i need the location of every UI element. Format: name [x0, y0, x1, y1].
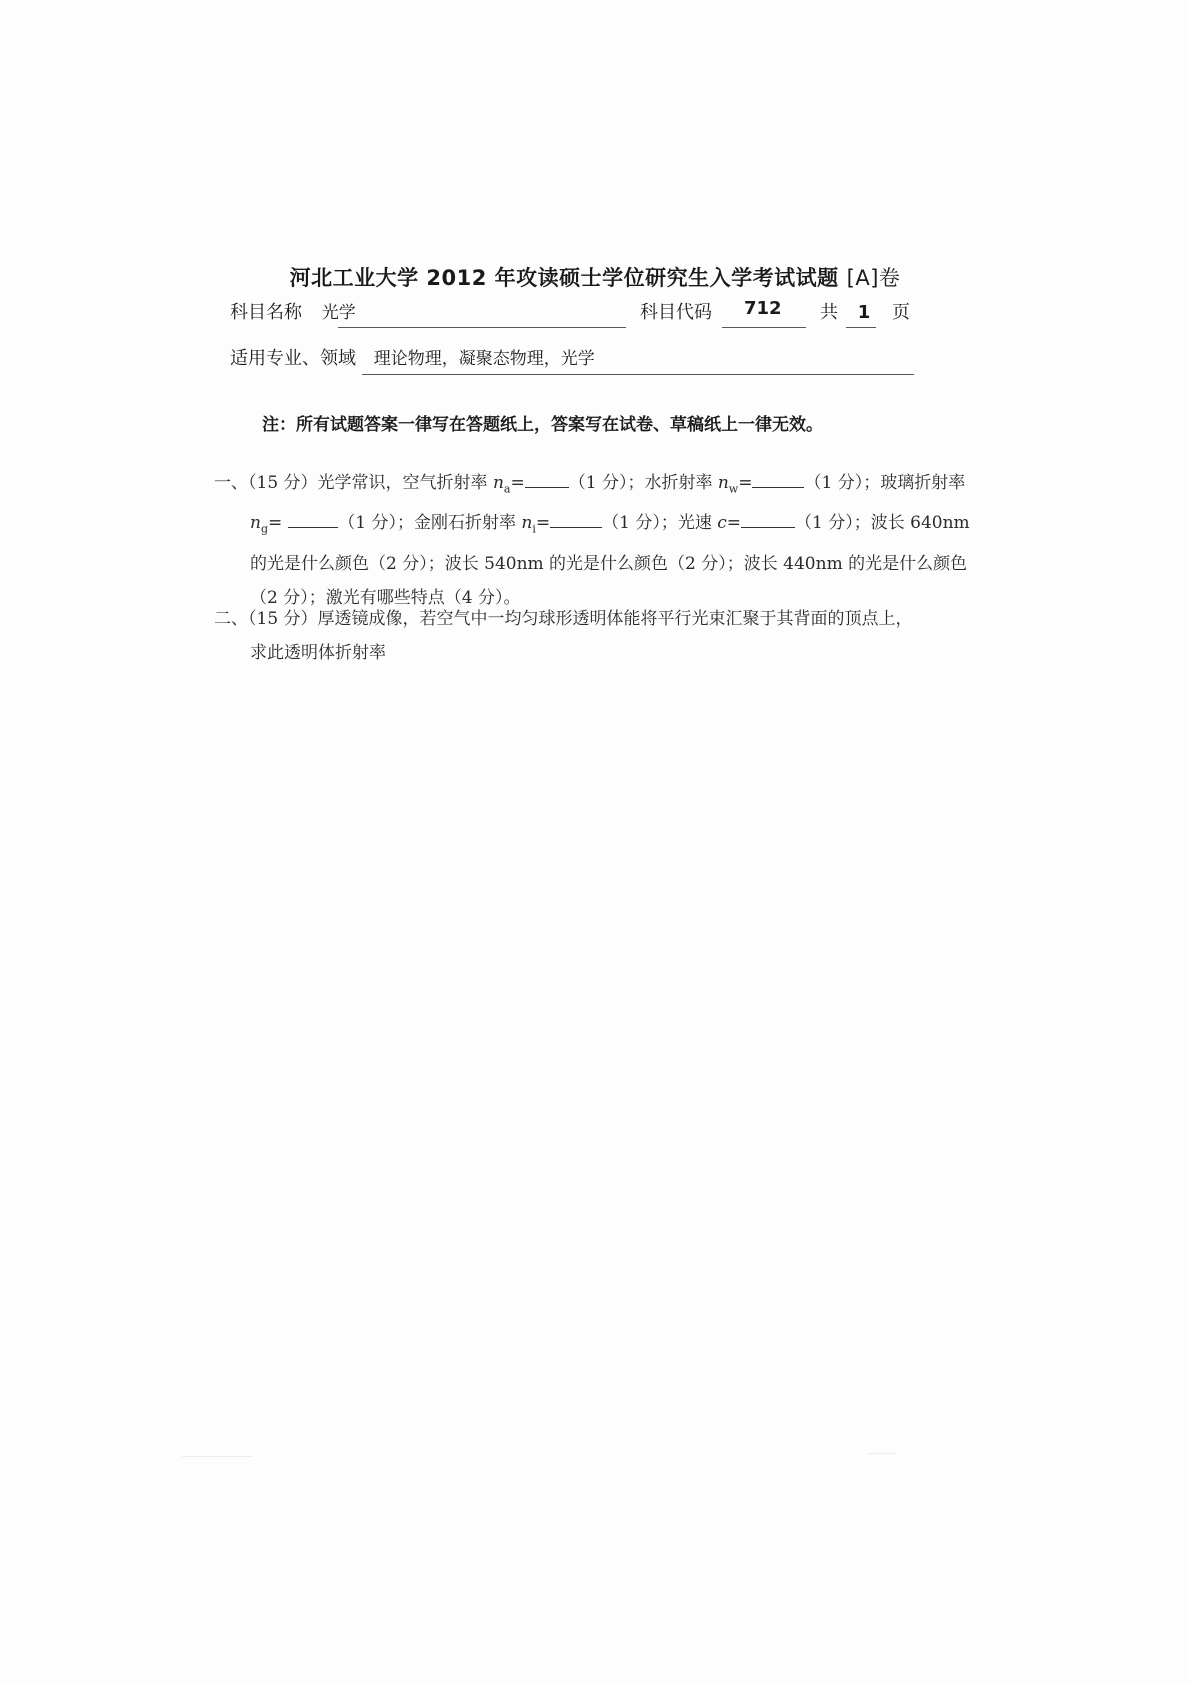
equals-2: = — [738, 473, 753, 493]
subject-code-label: 科目代码 — [640, 302, 712, 323]
symbol-n-water: n — [717, 473, 729, 493]
question-1-line-4: （2 分）；激光有哪些特点（4 分）。 — [250, 587, 521, 608]
scan-artifact-right — [868, 1453, 896, 1454]
title-text: 河北工业大学 2012 年攻读硕士学位研究生入学考试试题 — [289, 266, 839, 290]
question-1-text-d: （1 分）；金刚石折射率 — [338, 513, 522, 534]
pages-underline — [846, 327, 876, 328]
subject-name-value: 光学 — [321, 303, 356, 323]
subject-code-value: 712 — [744, 298, 782, 319]
symbol-c: c — [717, 513, 727, 534]
majors-value: 理论物理，凝聚态物理，光学 — [373, 349, 595, 369]
question-1-text-c: （1 分）；玻璃折射率 — [804, 473, 966, 493]
question-1-line-1 — [214, 466, 984, 506]
pages-value: 1 — [857, 302, 871, 323]
pages-suffix: 页 — [892, 302, 910, 323]
symbol-n-glass: n — [250, 513, 261, 534]
symbol-n-air: n — [492, 473, 504, 493]
answer-blank-water — [752, 469, 804, 488]
majors-underline — [362, 374, 914, 375]
question-1-text-f: （1 分）；波长 640nm — [795, 513, 970, 534]
majors-row — [230, 344, 595, 370]
question-2-line-2: 求此透明体折射率 — [250, 643, 386, 663]
answer-blank-glass — [288, 509, 338, 528]
answer-blank-light-speed — [741, 509, 795, 528]
equals-3: = — [268, 513, 283, 534]
page-count — [820, 298, 910, 324]
question-1-number: 一、 — [214, 473, 248, 493]
answer-blank-air — [525, 469, 569, 488]
question-2-number: 二、 — [214, 609, 248, 629]
question-2-text: （15 分）厚透镜成像，若空气中一均匀球形透明体能将平行光束汇聚于其背面的顶点上， — [248, 609, 913, 629]
majors-label: 适用专业、领域 — [230, 348, 356, 369]
question-2-line-1 — [214, 602, 984, 636]
symbol-n-diamond-sub: i — [532, 522, 536, 536]
question-1-text-a: （15 分）光学常识，空气折射率 — [248, 473, 493, 493]
subject-code-underline — [722, 327, 806, 328]
exam-title — [0, 262, 1190, 292]
answer-blank-diamond — [550, 509, 602, 528]
subject-code-label-wrap — [640, 298, 712, 324]
symbol-n-diamond: n — [521, 513, 533, 534]
subject-name-underline — [338, 327, 626, 328]
subject-name-row — [230, 298, 356, 324]
question-1-text-b: （1 分）；水折射率 — [568, 473, 718, 493]
scan-artifact-left — [182, 1456, 252, 1457]
equals-1: = — [510, 473, 525, 493]
equals-5: = — [726, 513, 742, 534]
equals-4: = — [535, 513, 551, 534]
exam-note: 注：所有试题答案一律写在答题纸上，答案写在试卷、草稿纸上一律无效。 — [262, 415, 823, 435]
scan-cutoff-mask — [214, 667, 1014, 697]
pages-prefix: 共 — [820, 302, 838, 323]
question-1-text-e: （1 分）；光速 — [602, 513, 718, 534]
symbol-n-air-sub: a — [503, 482, 511, 496]
symbol-n-water-sub: w — [728, 482, 739, 496]
question-1-line-3: 的光是什么颜色（2 分）；波长 540nm 的光是什么颜色（2 分）；波长 440nm 的光是什么颜色 — [250, 553, 968, 574]
question-1 — [214, 466, 984, 615]
subject-name-label: 科目名称 — [230, 302, 302, 323]
subject-code-value-wrap — [744, 298, 782, 319]
question-2 — [214, 602, 984, 670]
question-1-line-2 — [214, 506, 984, 546]
symbol-n-glass-sub: g — [260, 522, 268, 536]
paper-type: [A]卷 — [846, 266, 901, 290]
